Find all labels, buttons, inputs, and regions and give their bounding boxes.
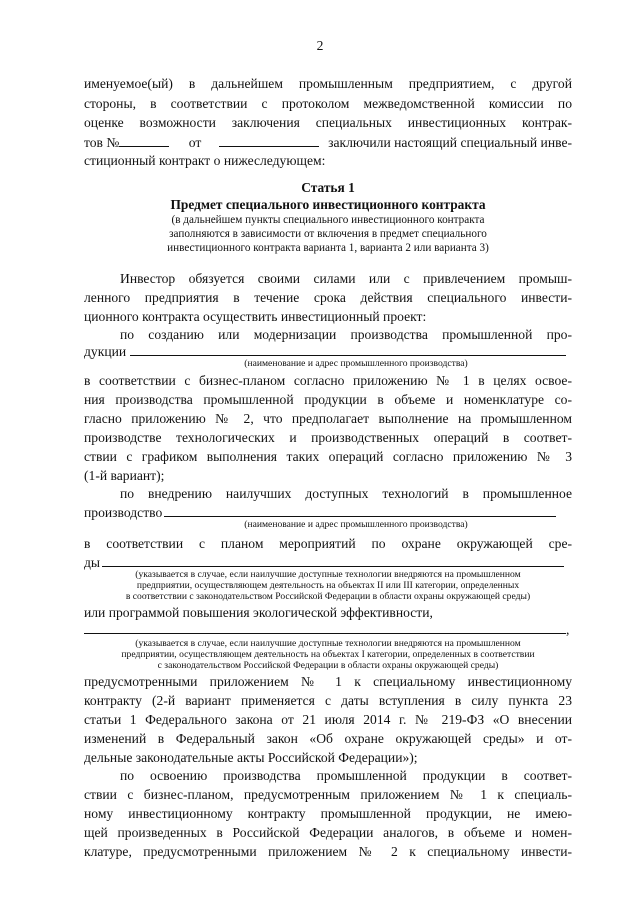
variant2-body-4: изменений в Федеральный закон «Об охране окружающей среды» и от- [84, 731, 572, 746]
contract-date-blank [219, 134, 319, 147]
para1-line-2: ленного предприятия в течение срока действия специального инвести- [84, 290, 572, 305]
page-number: 2 [316, 38, 324, 53]
contract-number-blank [119, 134, 169, 147]
article-note-1: (в дальнейшем пункты специального инвестиционного контракта [171, 214, 485, 226]
variant3-line-3: ному инвестиционному контракту промышленной продукции, не имею- [84, 806, 572, 821]
variant1-body-3: гласно приложению № 2, что предполагает выполнение на промышленном [84, 411, 572, 426]
variant2-program-blank [84, 621, 566, 634]
variant2-line-4 [84, 554, 572, 570]
variant1-body-5: ствии с графиком выполнения таких операций согласно приложению № 3 [84, 449, 572, 464]
variant2-caption-3-2: предприятии, осуществляющем деятельность на объектах I категории, определенных в соответствии [121, 649, 535, 660]
variant3-line-1: по освоению производства промышленной продукции в соответ- [120, 768, 572, 783]
variant2-caption-3-3: с законодательством Российской Федерации в области охраны окружающей среды) [157, 660, 499, 671]
variant3-line-5: клатуре, предусмотренными приложением № 2 к специальному инвести- [84, 844, 572, 859]
comma-mark: , [566, 622, 570, 637]
variant1-body-6: (1-й вариант); [84, 468, 165, 483]
article-number: Статья 1 [301, 180, 355, 195]
variant2-program-line [84, 621, 572, 637]
variant2-line-2-text: производство [84, 505, 163, 520]
variant2-caption-2-3: в соответствии с законодательством Российской Федерации в области охраны окружающей среды) [125, 591, 531, 602]
variant2-caption-2-1: (указывается в случае, если наилучшие доступные технологии внедряются на промышленном [135, 569, 521, 580]
variant1-caption: (наименование и адрес промышленного производства) [244, 358, 468, 369]
variant1-body-4: производстве технологических и производственных операций в соответ- [84, 430, 572, 445]
article-title: Предмет специального инвестиционного контракта [170, 197, 486, 212]
variant2-line-3: в соответствии с планом мероприятий по охране окружающей сре- [84, 536, 572, 551]
variant2-caption-1: (наименование и адрес промышленного производства) [244, 519, 468, 530]
intro-line-2: стороны, в соответствии с протоколом межведомственной комиссии по [84, 96, 572, 111]
variant3-line-4: щей произведенных в Российской Федерации аналогов, в объеме и номен- [84, 825, 572, 840]
variant2-body-1: предусмотренными приложением № 1 к специальному инвестиционному [84, 674, 572, 689]
variant2-line-2 [84, 504, 572, 520]
contract-date-label: от [188, 135, 202, 150]
variant2-line-1: по внедрению наилучших доступных технологий в промышленное [120, 486, 572, 501]
variant2-production-blank [164, 504, 556, 517]
variant2-caption-3-1: (указывается в случае, если наилучшие доступные технологии внедряются на промышленном [135, 638, 521, 649]
intro-line-4-rest: заключили настоящий специальный инве- [328, 135, 573, 150]
variant2-line-5: или программой повышения экологической эффективности, [84, 605, 433, 620]
variant2-caption-2-2: предприятии, осуществляющем деятельность на объектах II или III категории, определенных [136, 580, 520, 591]
variant1-production-blank [130, 343, 566, 356]
variant1-line-2 [84, 343, 572, 359]
variant2-body-2: контракту (2-й вариант применяется с даты вступления в силу пункта 23 [84, 693, 572, 708]
variant3-line-2: ствии с бизнес-планом, предусмотренным приложением № 1 к специаль- [84, 787, 572, 802]
intro-line-3: оценке возможности заключения специальных инвестиционных контрак- [84, 115, 572, 130]
intro-line-4 [84, 134, 572, 150]
para1-line-3: ционного контракта осуществить инвестиционный проект: [84, 309, 427, 324]
variant2-line-4-text: ды [84, 555, 101, 570]
para1-line-1: Инвестор обязуется своими силами или с привлечением промыш- [120, 271, 572, 286]
variant2-body-3: статьи 1 Федерального закона от 21 июля 2014 г. № 219-ФЗ «О внесении [84, 712, 572, 727]
article-note-2: заполняются в зависимости от включения в предмет специального [169, 228, 487, 240]
variant2-body-5: дельные законодательные акты Российской Федерации»); [84, 750, 418, 765]
variant2-plan-blank [102, 554, 564, 567]
intro-line-1: именуемое(ый) в дальнейшем промышленным предприятием, с другой [84, 76, 572, 91]
variant1-line-2-text: дукции [84, 344, 127, 359]
article-note-3: инвестиционного контракта варианта 1, варианта 2 или варианта 3) [167, 242, 489, 254]
variant1-line-1: по созданию или модернизации производства промышленной про- [120, 327, 572, 342]
contract-number-label: тов № [84, 135, 120, 150]
variant1-body-2: ния производства промышленной продукции в объеме и номенклатуре со- [84, 392, 572, 407]
variant1-body-1: в соответствии с бизнес-планом согласно приложению № 1 в целях освое- [84, 373, 572, 388]
intro-line-5: стиционный контракт о нижеследующем: [84, 153, 326, 168]
